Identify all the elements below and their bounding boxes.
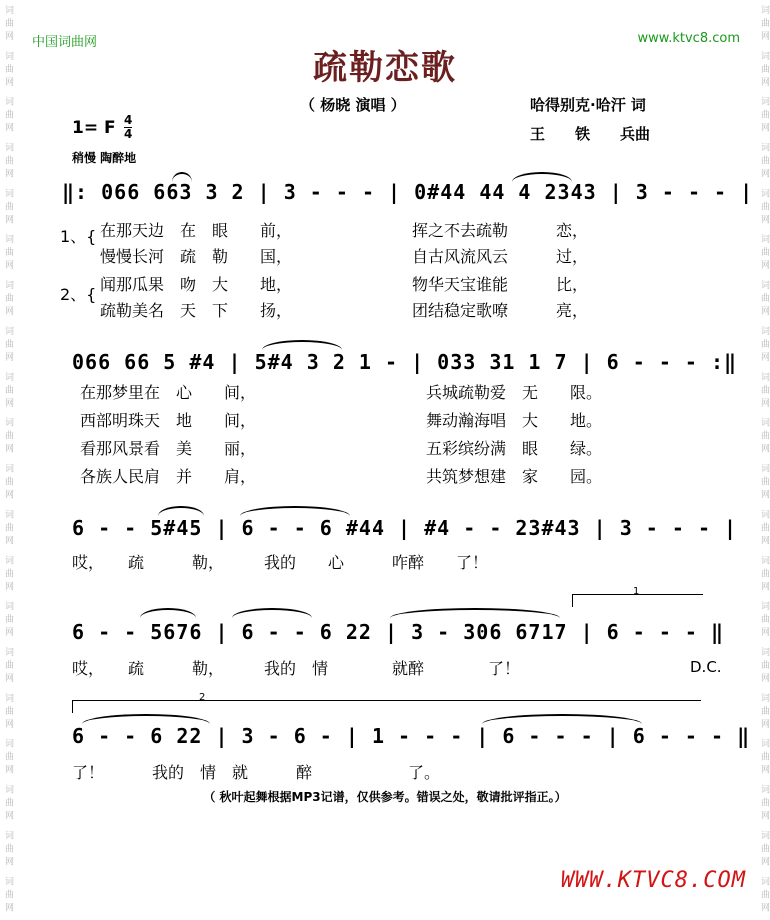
slur-mark bbox=[240, 506, 350, 516]
slur-mark bbox=[482, 714, 642, 724]
song-title: 疏勒恋歌 bbox=[313, 48, 457, 88]
lyric-l2-r1-b: 兵城疏勒爱 无 限。 bbox=[426, 383, 603, 402]
notation-line-3: 6 - - 5#45 | 6 - - 6 #44 | #4 - - 23#43 | 3 - - - | bbox=[72, 516, 738, 540]
verse-2-label: 2、{ bbox=[60, 285, 97, 304]
lyric-line-3: 哎， 疏 勒， 我的 心 咋醉 了！ bbox=[72, 553, 489, 572]
site-name-left[interactable]: 中国词曲网 bbox=[32, 35, 98, 50]
lyric-l1-r3-b: 物华天宝谁能 比， bbox=[412, 275, 589, 294]
lyric-l2-r3-a: 看那风景看 美 丽， bbox=[80, 439, 257, 458]
lyric-l1-r4-a: 疏勒美名 天 下 扬， bbox=[100, 301, 293, 320]
volta-1-number: 1 bbox=[633, 586, 640, 597]
side-watermark-left: 词曲网 词曲网 词曲网 词曲网 词曲网 词曲网 词曲网 词曲网 词曲网 词曲网 词曲网 词曲网 词曲网 词曲网 词曲网 词曲网 词曲网 词曲网 词曲网 词曲网 bbox=[3, 4, 13, 916]
lyric-l2-r3-b: 五彩缤纷满 眼 绿。 bbox=[426, 439, 603, 458]
notation-line-2: 066 66 5 #4 | 5#4 3 2 1 - | 033 31 1 7 | 6 - - - :‖ bbox=[72, 350, 738, 374]
key-signature: 1= F bbox=[72, 118, 116, 138]
time-denominator: 4 bbox=[124, 127, 133, 141]
singer-credit: （ 杨晓 演唱 ） bbox=[300, 96, 406, 114]
composer-credit: 王 铁 兵曲 bbox=[530, 125, 651, 143]
lyricist-credit: 哈得别克·哈汗 词 bbox=[530, 96, 646, 114]
da-capo-mark: D.C. bbox=[690, 658, 722, 676]
slur-mark bbox=[390, 608, 560, 618]
slur-mark bbox=[232, 608, 312, 618]
slur-mark bbox=[262, 340, 342, 350]
bottom-watermark[interactable]: WWW.KTVC8.COM bbox=[560, 868, 746, 893]
notation-line-4: 6 - - 5676 | 6 - - 6 22 | 3 - 306 6717 | 6 - - - ‖ bbox=[72, 620, 725, 644]
side-watermark-right: 词曲网 词曲网 词曲网 词曲网 词曲网 词曲网 词曲网 词曲网 词曲网 词曲网 词曲网 词曲网 词曲网 词曲网 词曲网 词曲网 词曲网 词曲网 词曲网 词曲网 bbox=[759, 4, 769, 916]
volta-bracket-2 bbox=[72, 692, 701, 713]
lyric-line-4: 哎， 疏 勒， 我的 情 就醉 了！ bbox=[72, 659, 521, 678]
lyric-l2-r2-a: 西部明珠天 地 间， bbox=[80, 411, 257, 430]
lyric-l1-r2-a: 慢慢长河 疏 勒 国， bbox=[100, 247, 293, 266]
lyric-l1-r1-a: 在那天边 在 眼 前， bbox=[100, 221, 293, 240]
lyric-l2-r4-b: 共筑梦想建 家 园。 bbox=[426, 467, 603, 486]
transcription-note: （ 秋叶起舞根据MP3记谱，仅供参考。错误之处，敬请批评指正。） bbox=[203, 790, 567, 804]
volta-2-number: 2 bbox=[199, 692, 206, 703]
lyric-l2-r4-a: 各族人民肩 并 肩， bbox=[80, 467, 257, 486]
notation-line-1: ‖: 066 663 3 2 | 3 - - - | 0#44 44 4 2343 | 3 - - - | bbox=[62, 180, 754, 204]
lyric-l1-r2-b: 自古风流风云 过， bbox=[412, 247, 589, 266]
volta-bracket-1 bbox=[572, 586, 703, 607]
lyric-l1-r1-b: 挥之不去疏勒 恋， bbox=[412, 221, 589, 240]
slur-mark bbox=[140, 608, 196, 618]
lyric-l1-r4-b: 团结稳定歌嘹 亮， bbox=[412, 301, 589, 320]
lyric-l1-r3-a: 闻那瓜果 吻 大 地， bbox=[100, 275, 293, 294]
site-url-right[interactable]: www.ktvc8.com bbox=[637, 31, 740, 46]
tempo-marking: 稍慢 陶醉地 bbox=[72, 151, 137, 165]
slur-mark bbox=[158, 506, 204, 516]
lyric-line-5: 了！ 我的 情 就 醉 了。 bbox=[72, 763, 441, 782]
notation-line-5: 6 - - 6 22 | 3 - 6 - | 1 - - - | 6 - - - | 6 - - - ‖ bbox=[72, 724, 751, 748]
lyric-l2-r1-a: 在那梦里在 心 间， bbox=[80, 383, 257, 402]
verse-1-label: 1、{ bbox=[60, 227, 97, 246]
slur-mark bbox=[82, 714, 210, 724]
time-numerator: 4 bbox=[124, 113, 133, 127]
time-signature bbox=[124, 114, 132, 141]
lyric-l2-r2-b: 舞动瀚海唱 大 地。 bbox=[426, 411, 603, 430]
